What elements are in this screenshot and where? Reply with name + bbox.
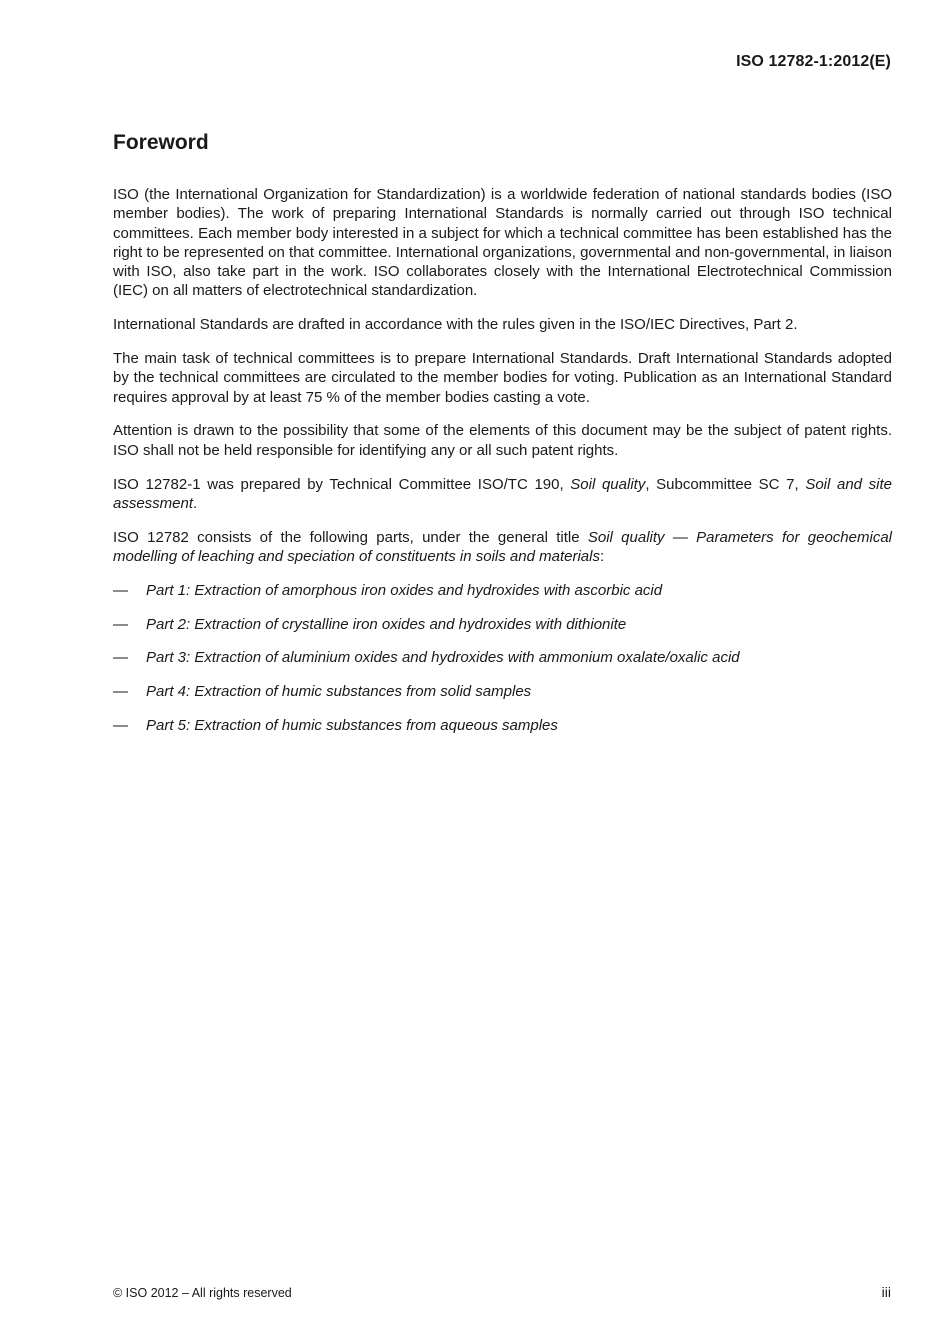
part-title: Part 4: Extraction of humic substances from solid samples [146,683,532,701]
dash-bullet: — [113,649,128,667]
part-title: Part 3: Extraction of aluminium oxides and hydroxides with ammonium oxalate/oxalic acid [146,649,740,667]
general-title: Soil quality — Parameters for geochemical modelling of leaching and speciation of constituents in soils and materials [113,528,892,565]
part-title: Part 2: Extraction of crystalline iron oxides and hydroxides with dithionite [146,615,627,633]
parts-list [113,581,892,735]
paragraph-directives: International Standards are drafted in accordance with the rules given in the ISO/IEC Directives, Part 2. [113,316,798,334]
paragraph-iso-intro: ISO (the International Organization for Standardization) is a worldwide federation of national standards bodies (ISO member bodies). The work of preparing International Standards is normally carried out through ISO technical committees. Each member body interested in a subject for which a technical committee has been established has the right to be represented on that committee. International organizations, governmental and non-governmental, in liaison with ISO, also take part in the work. ISO collaborates closely with the International Electrotechnical Commission (IEC) on all matters of electrotechnical standardization. [113,186,892,300]
paragraph-prepared-by [113,475,892,514]
dash-bullet: — [113,615,128,633]
prepared-by-text-1: ISO 12782-1 was prepared by Technical Committee ISO/TC 190, [113,475,571,493]
dash-bullet: — [113,716,128,734]
dash-bullet: — [113,581,128,599]
parts-intro-text-1: ISO 12782 consists of the following parts, under the general title [113,528,588,546]
list-item [113,682,892,701]
prepared-by-text-2: , Subcommittee SC 7, [645,475,806,493]
subcommittee-title: Soil and site assessment [113,475,893,512]
prepared-by-text-3: . [193,494,198,512]
list-item [113,716,892,735]
list-item [113,648,892,667]
list-item [113,615,892,634]
document-reference: ISO 12782-1:2012(E) [736,53,891,70]
page-title: Foreword [113,131,209,154]
part-title: Part 5: Extraction of humic substances from aqueous samples [146,716,558,734]
foreword-section [113,128,892,750]
page-number: iii [881,1284,891,1300]
paragraph-patent-rights: Attention is drawn to the possibility that some of the elements of this document may be the subject of patent rights. ISO shall not be held responsible for identifying any or all such patent rights. [113,422,892,459]
paragraph-committees-task: The main task of technical committees is to prepare International Standards. Draft International Standards adopted by the technical committees are circulated to the member bodies for voting. Publication as an International Standard requires approval by at least 75 % of the member bodies casting a vote. [113,350,892,406]
parts-intro-text-2: : [599,547,605,565]
copyright-notice: © ISO 2012 – All rights reserved [113,1286,292,1300]
paragraph-parts-intro [113,528,892,567]
dash-bullet: — [113,683,128,701]
list-item [113,581,892,600]
committee-title-soil-quality: Soil quality [570,475,646,493]
part-title: Part 1: Extraction of amorphous iron oxides and hydroxides with ascorbic acid [146,581,663,599]
